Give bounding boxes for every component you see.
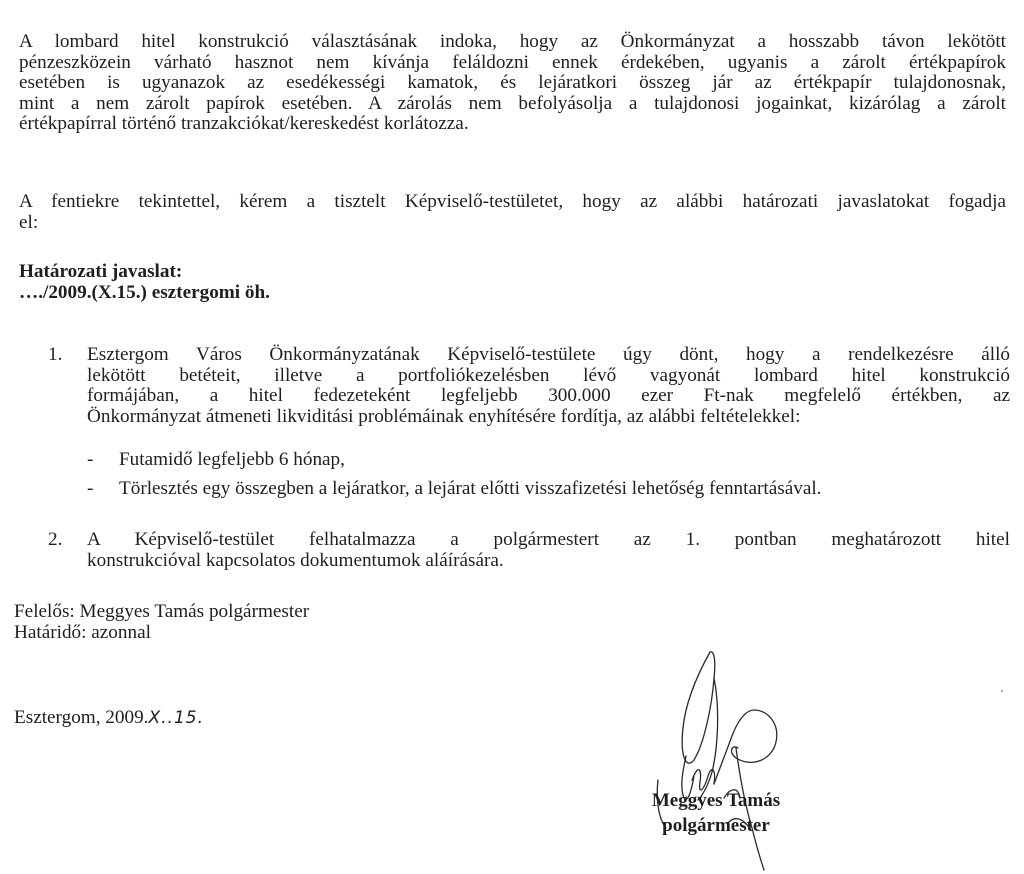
bullet-dash: - xyxy=(87,478,94,499)
resolution-reference: …./2009.(X.15.) esztergomi öh. xyxy=(19,281,270,303)
item-number: 2. xyxy=(48,529,63,550)
paragraph-line: A lombard hitel konstrukció választásának indoka, hogy az Önkormányzat a hosszabb távon lekötött xyxy=(19,31,1006,52)
paragraph-line: A fentiekre tekintettel, kérem a tisztelt Képviselő-testületet, hogy az alábbi határozati javaslatokat fogadja xyxy=(19,191,1006,212)
signer-name: Meggyes Tamás xyxy=(651,790,781,811)
scan-speck xyxy=(1001,690,1003,692)
deadline-line: Határidő: azonnal xyxy=(14,621,151,643)
condition-text: Törlesztés egy összegben a lejáratkor, a lejárat előtti visszafizetési lehetőség fenntartásával. xyxy=(119,478,822,499)
signer-title: polgármester xyxy=(662,815,770,836)
place-date-printed: Esztergom, 2009. xyxy=(14,707,149,728)
item-line: A Képviselő-testület felhatalmazza a polgármestert az 1. pontban meghatározott hitel xyxy=(87,529,1010,550)
item-line: Önkormányzat átmeneti likviditási problémáinak enyhítésére fordítja, az alábbi feltételekkel: xyxy=(87,405,801,427)
place-date xyxy=(14,708,204,729)
paragraph-line: esetében is ugyanazok az esedékességi kamatok, és lejáratkori összeg jár az értékpapír tulajdonosnak, xyxy=(19,72,1006,93)
bullet-dash: - xyxy=(87,449,94,470)
paragraph-line: értékpapírral történő tranzakciókat/kereskedést korlátozza. xyxy=(19,113,469,134)
responsible-line: Felelős: Meggyes Tamás polgármester xyxy=(14,601,310,622)
paragraph-line: el: xyxy=(19,211,39,233)
proposal-heading: Határozati javaslat: xyxy=(19,261,183,282)
condition-text: Futamidő legfeljebb 6 hónap, xyxy=(119,449,345,470)
paragraph-line: pénzeszközein várható hasznot nem kívánja feláldozni ennek érdekében, ugyanis a zárolt értékpapírok xyxy=(19,51,1006,73)
handwritten-signature xyxy=(628,648,818,874)
proposal-heading-block xyxy=(19,262,270,303)
signer-block xyxy=(636,788,796,838)
intro-paragraph xyxy=(19,32,1006,135)
item-number: 1. xyxy=(48,344,63,365)
responsibility-block xyxy=(14,602,309,643)
request-paragraph xyxy=(19,192,1006,233)
item-line: konstrukcióval kapcsolatos dokumentumok aláírására. xyxy=(87,549,504,571)
item-text xyxy=(87,530,1010,571)
item-line: Esztergom Város Önkormányzatának Képviselő-testülete úgy dönt, hogy a rendelkezésre álló xyxy=(87,344,1010,365)
place-date-handwritten: X..15. xyxy=(148,708,204,728)
item-line: formájában, a hitel fedezeteként legfeljebb 300.000 ezer Ft-nak megfelelő értékben, az xyxy=(87,385,1010,406)
item-line: lekötött betéteit, illetve a portfoliókezelésben lévő vagyonát lombard hitel konstrukció xyxy=(87,364,1010,386)
paragraph-line: mint a nem zárolt papírok esetében. A zárolás nem befolyásolja a tulajdonosi jogainkat, kizárólag a zárolt xyxy=(19,92,1006,114)
item-text xyxy=(87,345,1010,427)
